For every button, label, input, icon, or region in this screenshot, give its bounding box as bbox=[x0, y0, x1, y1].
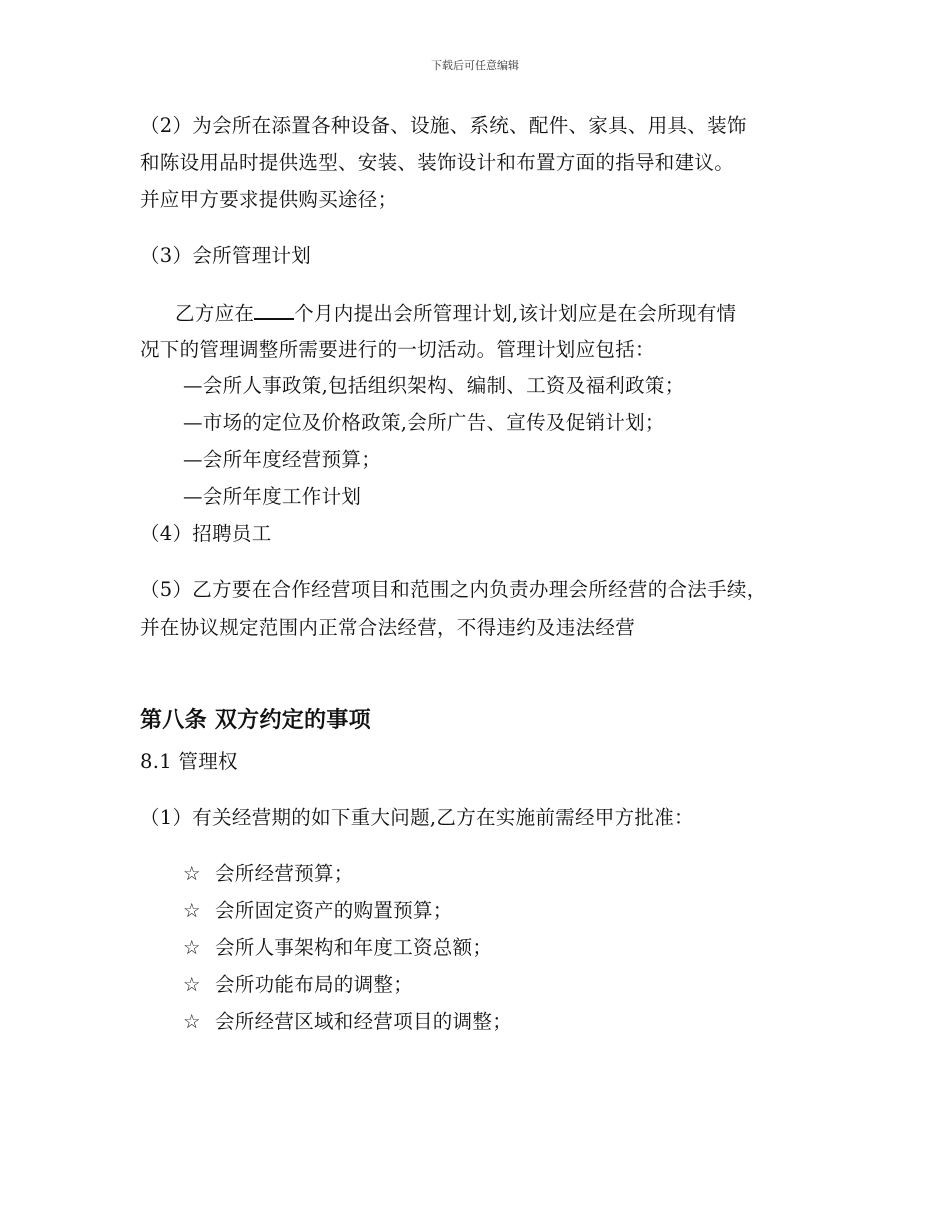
list-item: —会所年度工作计划 bbox=[183, 485, 362, 508]
star-icon: ☆ bbox=[183, 899, 201, 922]
item3-paragraph-line1 bbox=[175, 300, 736, 326]
star-icon: ☆ bbox=[183, 862, 201, 885]
list-item: —会所人事政策,包括组织架构、编制、工资及福利政策； bbox=[183, 374, 685, 397]
page-header: 下载后可任意编辑 bbox=[431, 59, 519, 72]
list-item bbox=[183, 899, 453, 923]
item3-text-after-blank: 个月内提出会所管理计划,该计划应是在会所现有情 bbox=[294, 302, 737, 325]
star-item-text: 会所经营区域和经营项目的调整； bbox=[215, 1010, 513, 1033]
list-item: —市场的定位及价格政策,会所广告、宣传及促销计划； bbox=[183, 411, 665, 434]
item4-title: （4）招聘员工 bbox=[140, 522, 272, 545]
star-icon: ☆ bbox=[183, 1010, 201, 1033]
item2-line2: 和陈设用品时提供选型、安装、装饰设计和布置方面的指导和建议。 bbox=[140, 151, 735, 174]
item3-text-before-blank: 乙方应在 bbox=[175, 302, 255, 325]
star-item-text: 会所人事架构和年度工资总额； bbox=[215, 936, 493, 959]
star-item-text: 会所经营预算； bbox=[215, 862, 354, 885]
list-item bbox=[183, 973, 413, 997]
item2-line1: （2）为会所在添置各种设备、设施、系统、配件、家具、用具、装饰 bbox=[140, 114, 747, 137]
list-item bbox=[183, 1010, 512, 1034]
item3-title: （3）会所管理计划 bbox=[140, 244, 312, 267]
item5-line1: （5）乙方要在合作经营项目和范围之内负责办理会所经营的合法手续， bbox=[140, 578, 767, 601]
article8-heading: 第八条 双方约定的事项 bbox=[140, 708, 371, 733]
list-item bbox=[183, 862, 354, 886]
item3-paragraph-line2: 况下的管理调整所需要进行的一切活动。管理计划应包括： bbox=[140, 338, 655, 361]
section-8-1-item1: （1）有关经营期的如下重大问题,乙方在实施前需经甲方批准： bbox=[140, 806, 694, 829]
section-8-1-title: 8.1 管理权 bbox=[140, 750, 238, 773]
star-item-text: 会所固定资产的购置预算； bbox=[215, 899, 453, 922]
star-icon: ☆ bbox=[183, 936, 201, 959]
list-item bbox=[183, 936, 492, 960]
star-item-text: 会所功能布局的调整； bbox=[215, 973, 414, 996]
item5-line2: 并在协议规定范围内正常合法经营，不得违约及违法经营 bbox=[140, 616, 636, 639]
item2-line3: 并应甲方要求提供购买途径； bbox=[140, 188, 398, 211]
list-item: —会所年度经营预算； bbox=[183, 448, 382, 471]
star-icon: ☆ bbox=[183, 973, 201, 996]
fill-in-blank bbox=[254, 300, 294, 320]
